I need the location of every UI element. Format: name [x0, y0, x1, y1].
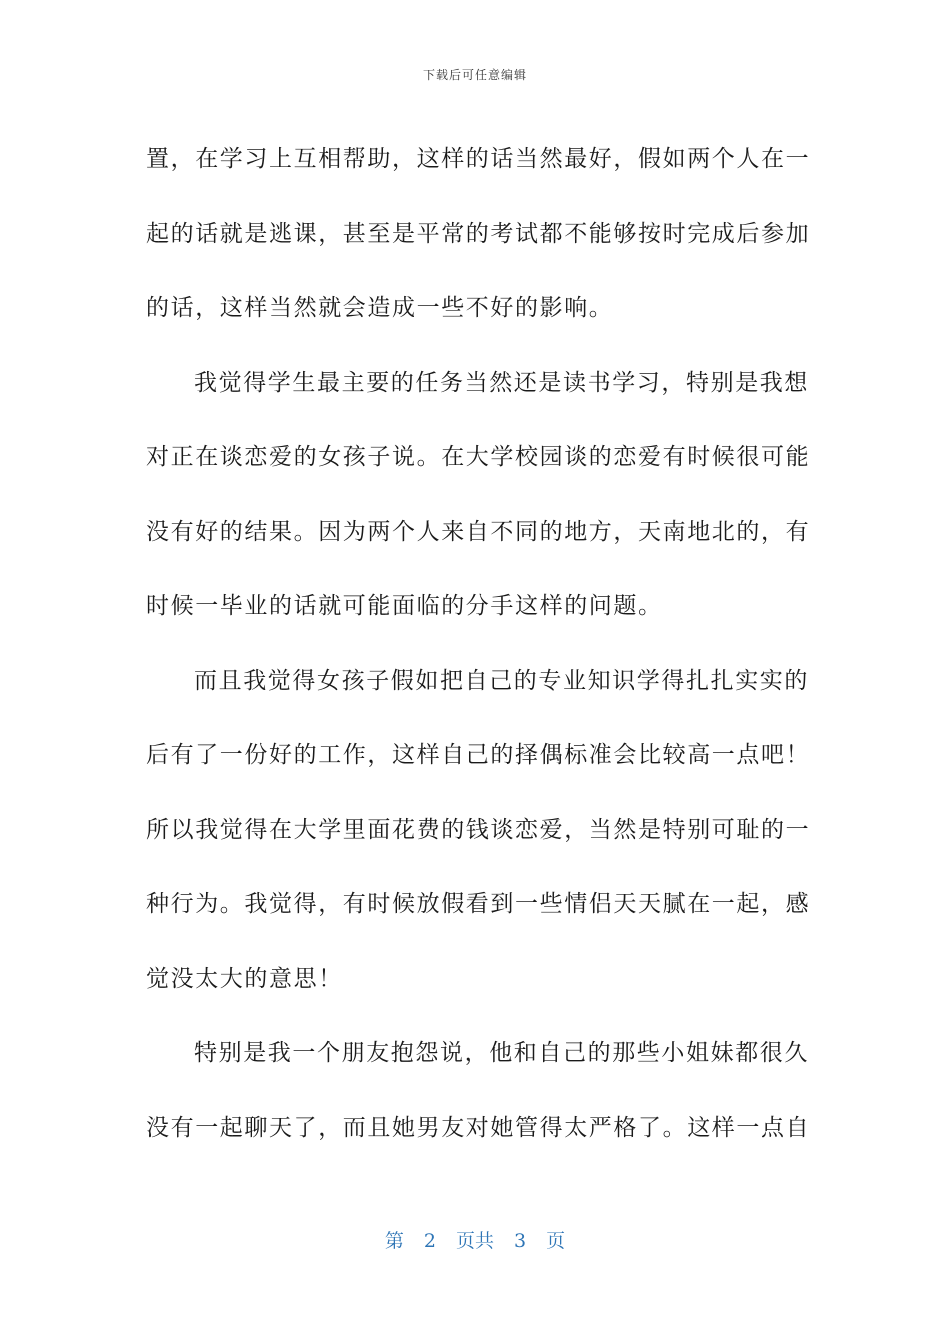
- text-line: 置，在学习上互相帮助，这样的话当然最好，假如两个人在一: [146, 146, 811, 172]
- text-line: 没有一起聊天了，而且她男友对她管得太严格了。这样一点自: [146, 1114, 811, 1141]
- document-body: [146, 122, 811, 1165]
- total-pages-number: 3: [514, 1230, 527, 1252]
- paragraph-start-line: 而且我觉得女孩子假如把自己的专业知识学得扎扎实实的: [194, 667, 809, 694]
- paragraph-start-line: 特别是我一个朋友抱怨说，他和自己的那些小姐妹都很久: [194, 1040, 809, 1066]
- text-line: 起的话就是逃课，甚至是平常的考试都不能够按时完成后参加: [146, 220, 811, 247]
- text-line: 没有好的结果。因为两个人来自不同的地方，天南地北的，有: [146, 518, 811, 545]
- text-line: 后有了一份好的工作，这样自己的择偶标准会比较高一点吧！: [146, 742, 811, 768]
- page-number-footer: [0, 1226, 950, 1253]
- current-page-number: 2: [423, 1230, 436, 1252]
- text-line: 所以我觉得在大学里面花费的钱谈恋爱，当然是特别可耻的一: [146, 816, 811, 843]
- footer-middle: 页共: [455, 1230, 494, 1252]
- footer-suffix: 页: [546, 1230, 566, 1252]
- text-line: 对正在谈恋爱的女孩子说。在大学校园谈的恋爱有时候很可能: [146, 444, 811, 470]
- page-header: 下载后可任意编辑: [422, 68, 527, 82]
- text-line: 时候一毕业的话就可能面临的分手这样的问题。: [146, 593, 663, 619]
- text-line: 种行为。我觉得，有时候放假看到一些情侣天天腻在一起，感: [146, 891, 811, 917]
- paragraph-start-line: 我觉得学生最主要的任务当然还是读书学习，特别是我想: [194, 369, 809, 396]
- text-line: 的话，这样当然就会造成一些不好的影响。: [146, 295, 614, 321]
- footer-prefix: 第: [384, 1230, 404, 1252]
- text-line: 觉没太大的意思！: [146, 965, 343, 992]
